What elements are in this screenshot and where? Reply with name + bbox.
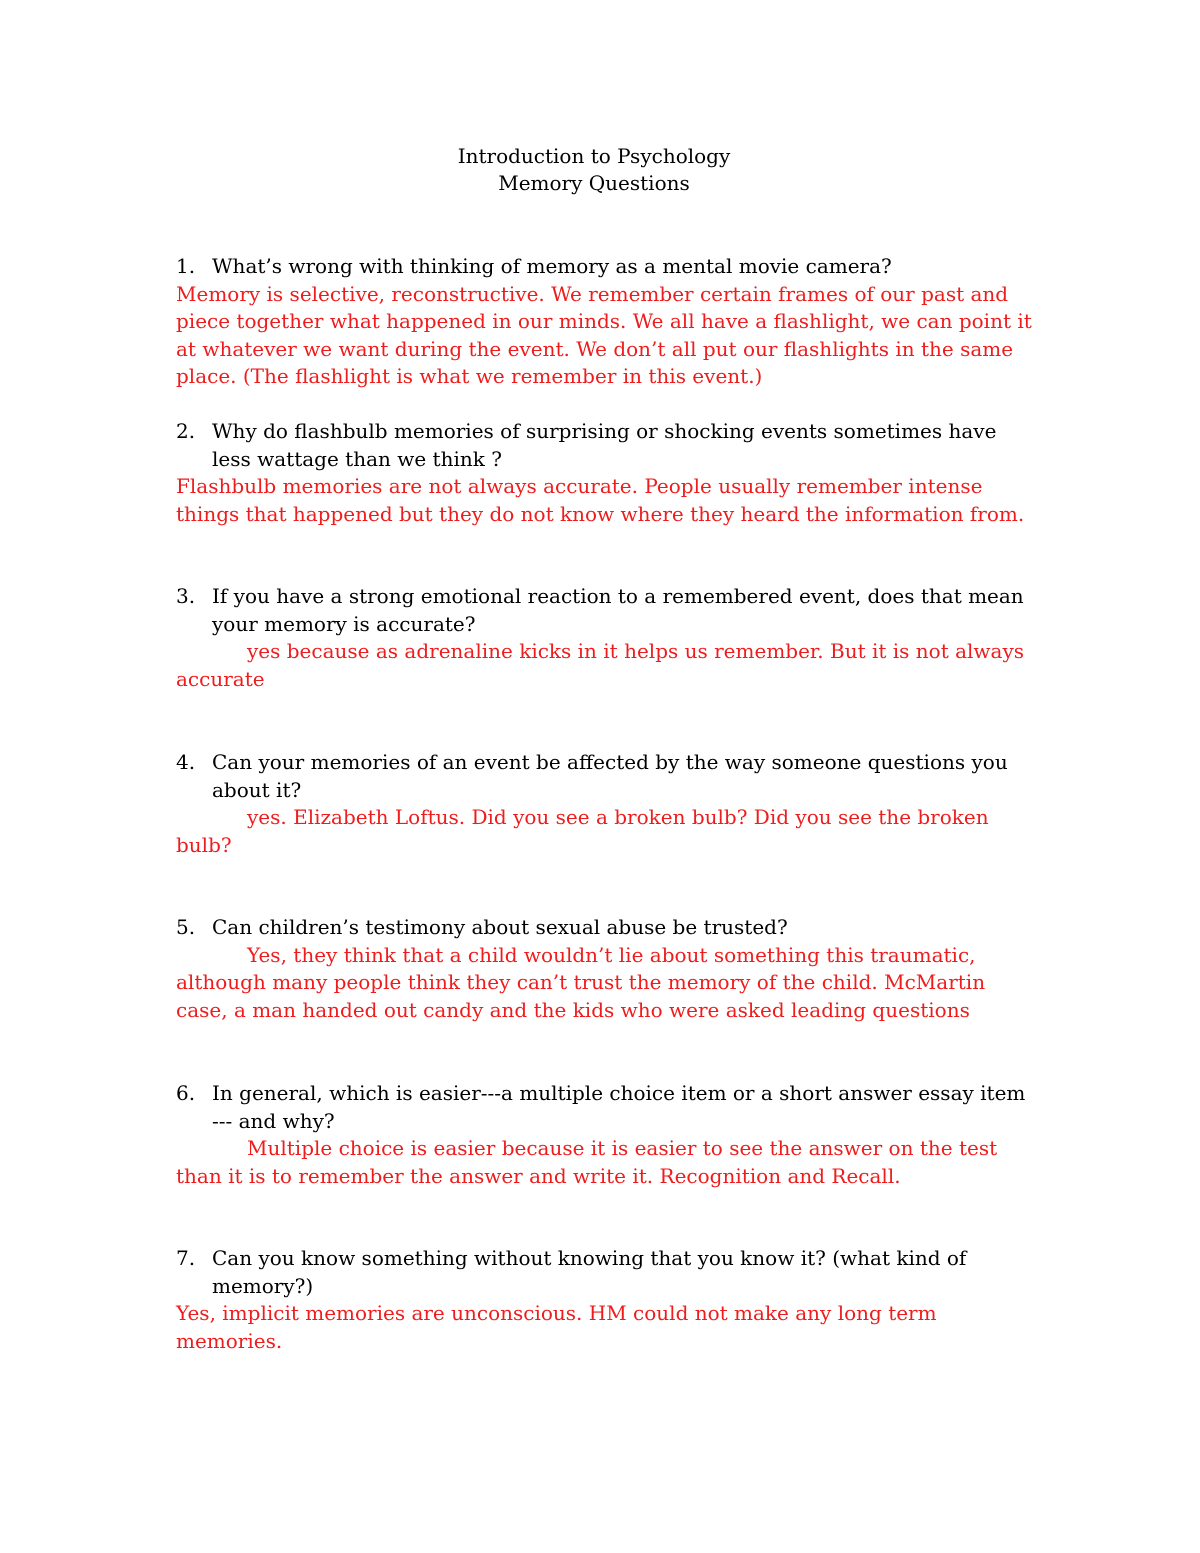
question-3 xyxy=(176,583,1036,638)
document-title xyxy=(0,143,1188,197)
question-text: Why do flashbulb memories of surprising or shocking events sometimes have less wattage than we think ? xyxy=(212,419,997,471)
answer-5: Yes, they think that a child wouldn’t lie about something this traumatic, although many people think they can’t trust the memory of the child. McMartin case, a man handed out candy and the kids who were asked leading questions xyxy=(176,942,986,1022)
qa-item-3 xyxy=(176,583,1036,693)
answer-2: Flashbulb memories are not always accurate. People usually remember intense things that happened but they do not know where they heard the information from. xyxy=(176,474,1025,526)
question-number: 6. xyxy=(176,1081,196,1105)
question-number: 4. xyxy=(176,750,196,774)
title-course: Introduction to Psychology xyxy=(457,144,731,168)
answer-7: Yes, implicit memories are unconscious. HM could not make any long term memories. xyxy=(176,1301,937,1353)
question-6 xyxy=(176,1080,1036,1135)
question-7 xyxy=(176,1245,1036,1300)
question-number: 3. xyxy=(176,584,196,608)
qa-item-4 xyxy=(176,749,1036,859)
question-number: 7. xyxy=(176,1246,196,1270)
qa-item-1 xyxy=(176,253,1036,391)
qa-item-2 xyxy=(176,418,1036,528)
question-4 xyxy=(176,749,1036,804)
question-text: In general, which is easier---a multiple choice item or a short answer essay item --- and why? xyxy=(212,1081,1026,1133)
question-text: Can children’s testimony about sexual abuse be trusted? xyxy=(212,915,788,939)
qa-item-6 xyxy=(176,1080,1036,1190)
answer-1: Memory is selective, reconstructive. We remember certain frames of our past and piece together what happened in our minds. We all have a flashlight, we can point it at whatever we want during the event. We don’t all put our flashlights in the same place. (The flashlight is what we remember in this event.) xyxy=(176,281,1032,388)
answer-3: yes because as adrenaline kicks in it helps us remember. But it is not always accurate xyxy=(176,639,1025,691)
question-number: 1. xyxy=(176,254,196,278)
question-text: What’s wrong with thinking of memory as a mental movie camera? xyxy=(212,254,892,278)
question-text: Can you know something without knowing that you know it? (what kind of memory?) xyxy=(212,1246,967,1298)
question-1 xyxy=(176,253,1036,281)
question-5 xyxy=(176,914,1036,942)
question-number: 5. xyxy=(176,915,196,939)
answer-4: yes. Elizabeth Loftus. Did you see a broken bulb? Did you see the broken bulb? xyxy=(176,805,989,857)
question-number: 2. xyxy=(176,419,196,443)
question-2 xyxy=(176,418,1036,473)
question-text: Can your memories of an event be affected by the way someone questions you about it? xyxy=(212,750,1008,802)
qa-item-5 xyxy=(176,914,1036,1024)
question-text: If you have a strong emotional reaction to a remembered event, does that mean your memory is accurate? xyxy=(212,584,1024,636)
title-subject: Memory Questions xyxy=(498,171,690,195)
qa-item-7 xyxy=(176,1245,1036,1355)
answer-6: Multiple choice is easier because it is easier to see the answer on the test than it is to remember the answer and write it. Recognition and Recall. xyxy=(176,1136,998,1188)
